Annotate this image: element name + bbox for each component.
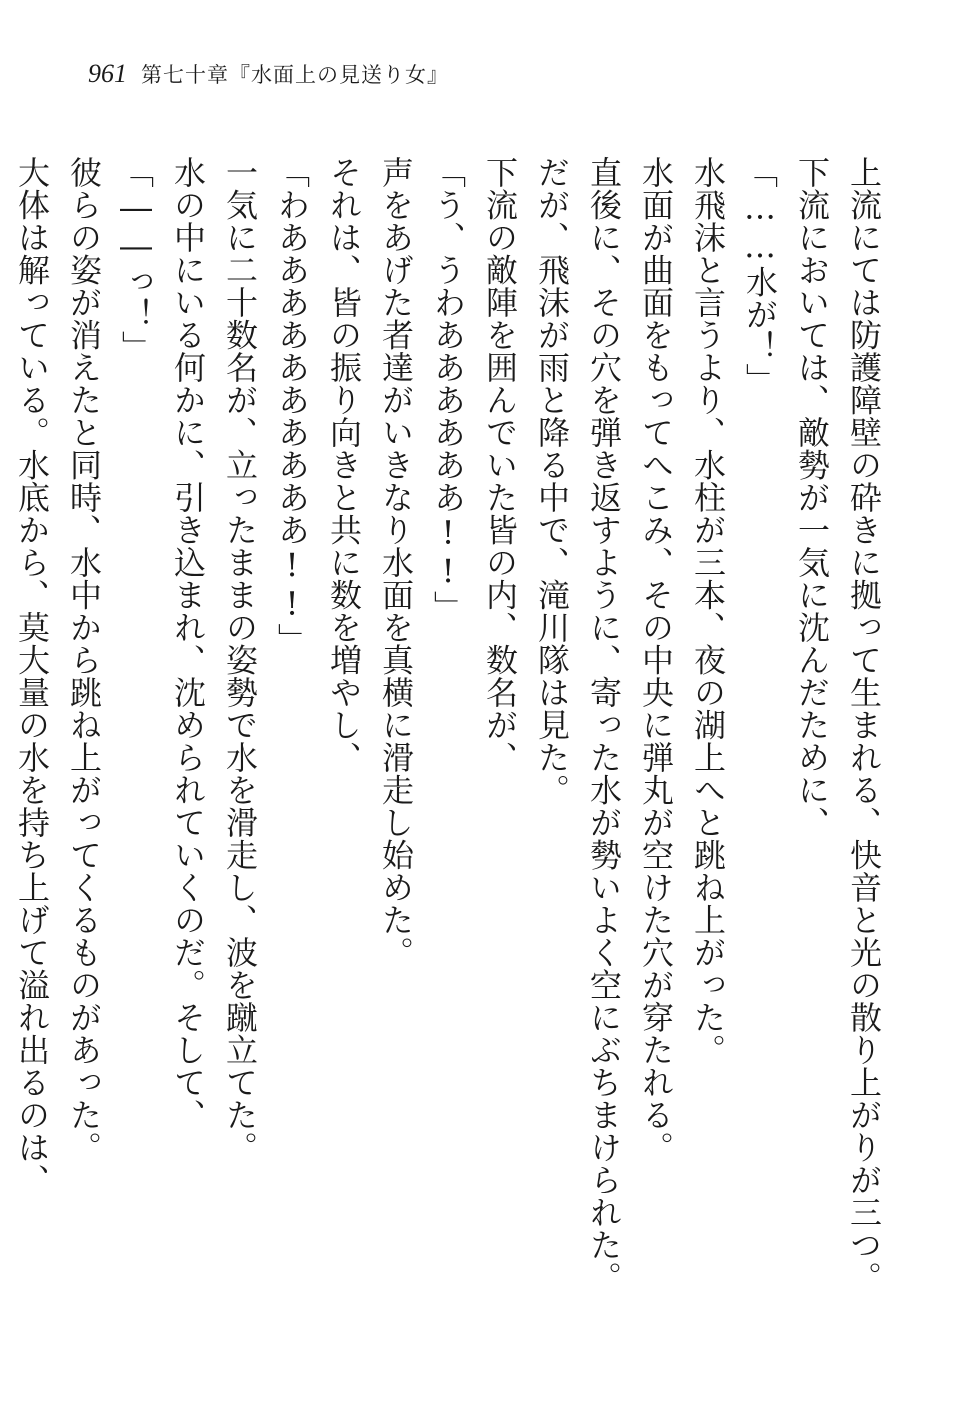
- text-line: それは、皆の振り向きと共に数を増やし、: [325, 156, 363, 774]
- page-number: 961: [88, 59, 127, 88]
- text-line: 直後に、その穴を弾き返すように、寄った水が勢いよく空にぶちまけられた。: [585, 156, 623, 1294]
- text-line: 声をあげた者達がいきなり水面を真横に滑走し始めた。: [377, 156, 415, 969]
- page-header: [88, 58, 449, 90]
- text-line: 彼らの姿が消えたと同時、水中から跳ね上がってくるものがあった。: [65, 156, 103, 1164]
- text-line: 「う、うわああああああ!!」: [429, 156, 467, 623]
- text-line: 大体は解っている。水底から、莫大量の水を持ち上げて溢れ出るのは、: [13, 156, 51, 1196]
- text-line: 水飛沫と言うより、水柱が三本、夜の湖上へと跳ね上がった。: [689, 156, 727, 1066]
- text-line: 「わああああああああああ!!」: [273, 156, 311, 656]
- text-line: 「……水が！」: [741, 156, 779, 396]
- text-line: 「――っ！」: [117, 156, 155, 363]
- text-line: だが、飛沫が雨と降る中で、滝川隊は見た。: [533, 156, 571, 806]
- text-line: 水の中にいる何かに、引き込まれ、沈められていくのだ。そして、: [169, 156, 207, 1131]
- text-line: 下流の敵陣を囲んでいた皆の内、数名が、: [481, 156, 519, 774]
- text-line: 上流にては防護障壁の砕きに拠って生まれる、快音と光の散り上がりが三つ。: [845, 156, 883, 1294]
- text-line: 一気に二十数名が、立ったままの姿勢で水を滑走し、波を蹴立てた。: [221, 156, 259, 1164]
- text-line: 下流においては、敵勢が一気に沈んだために、: [793, 156, 831, 839]
- text-line: 水面が曲面をもってへこみ、その中央に弾丸が空けた穴が穿たれる。: [637, 156, 675, 1164]
- body-text: [13, 156, 890, 1294]
- chapter-title: 第七十章『水面上の見送り女』: [141, 63, 449, 87]
